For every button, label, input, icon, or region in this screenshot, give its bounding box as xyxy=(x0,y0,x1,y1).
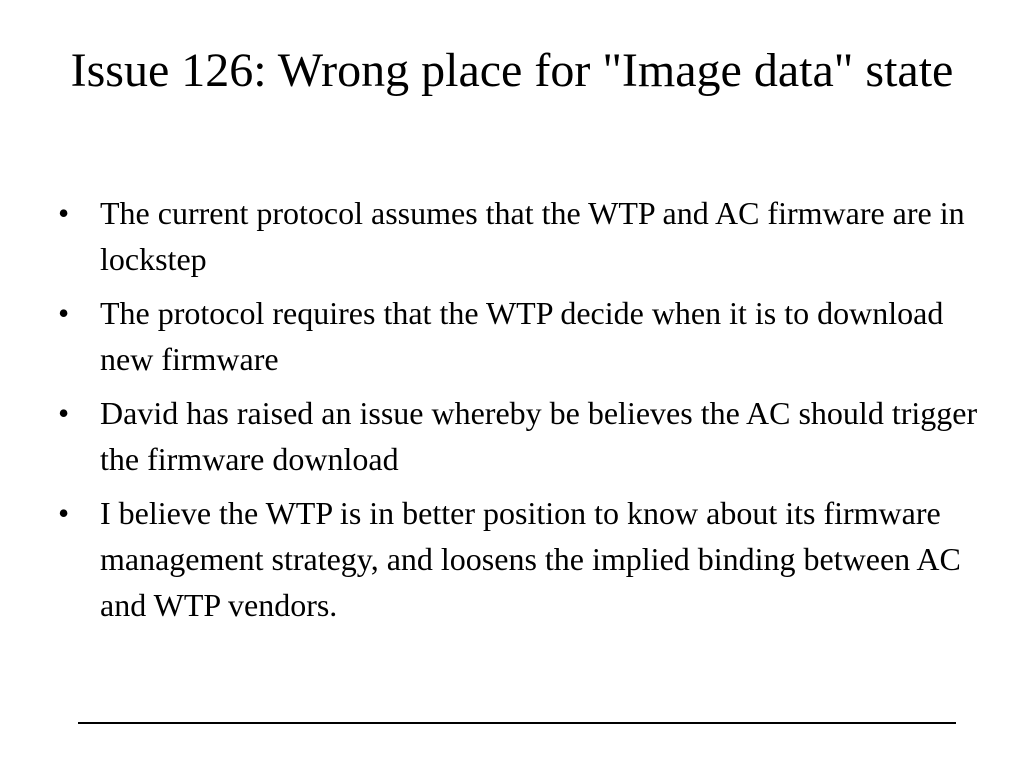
bullet-item xyxy=(58,390,978,482)
bullet-marker: • xyxy=(58,195,70,231)
bullet-text: David has raised an issue whereby be believes the AC should trigger the firmware download xyxy=(100,395,978,477)
slide-title: Issue 126: Wrong place for "Image data" state xyxy=(70,44,954,97)
bullet-item xyxy=(58,190,978,282)
bullet-text: The protocol requires that the WTP decide when it is to download new firmware xyxy=(100,295,944,377)
bullet-marker: • xyxy=(58,495,70,531)
bullet-text: I believe the WTP is in better position to know about its firmware management strategy, and loosens the implied binding between AC and WTP vendors. xyxy=(100,495,961,623)
bullet-item xyxy=(58,490,978,628)
bullet-marker: • xyxy=(58,295,70,331)
bullet-item xyxy=(58,290,978,382)
bullet-marker: • xyxy=(58,395,70,431)
bullet-text: The current protocol assumes that the WTP and AC firmware are in lockstep xyxy=(100,195,965,277)
bottom-divider xyxy=(78,722,956,724)
bullet-list xyxy=(58,190,978,636)
